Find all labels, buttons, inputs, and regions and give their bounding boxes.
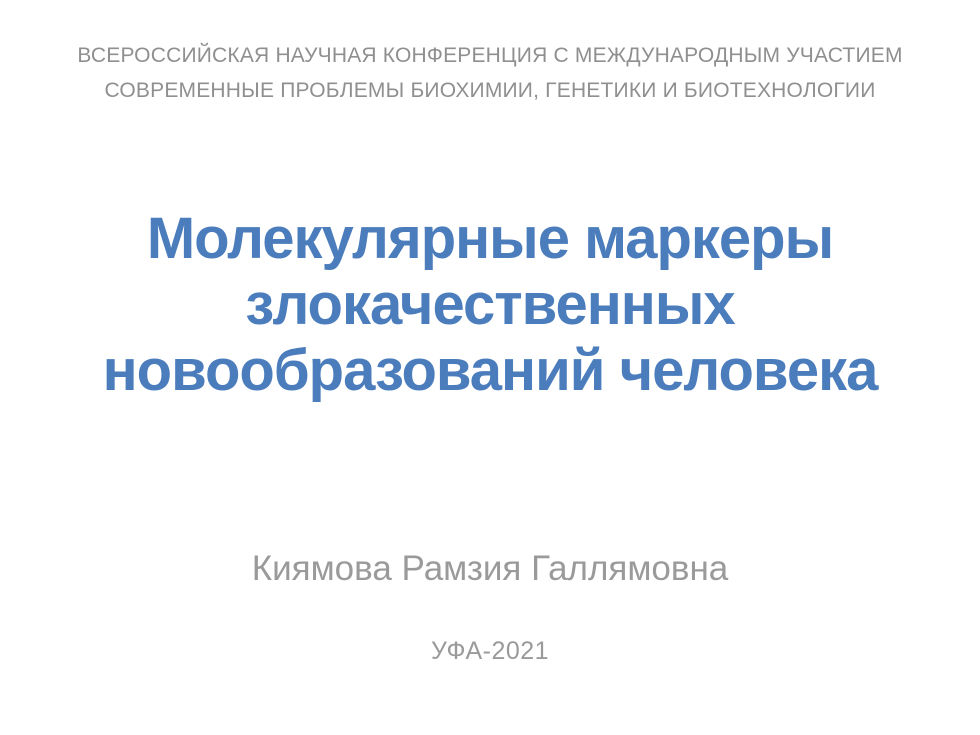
conference-header-line-2: СОВРЕМЕННЫЕ ПРОБЛЕМЫ БИОХИМИИ, ГЕНЕТИКИ И БИОТЕХНОЛОГИИ [104, 79, 876, 102]
place-year: УФА-2021 [430, 637, 550, 665]
conference-header-line-1: ВСЕРОССИЙСКАЯ НАУЧНАЯ КОНФЕРЕНЦИЯ С МЕЖДУНАРОДНЫМ УЧАСТИЕМ [77, 44, 903, 67]
slide-title-line-3: новообразований человека [102, 338, 878, 403]
conference-header [0, 38, 980, 108]
slide-title-line-1: Молекулярные маркеры [146, 206, 834, 271]
author-name: Киямова Рамзия Галлямовна [251, 549, 729, 588]
slide-title-line-2: злокачественных [245, 272, 735, 337]
slide-title [0, 206, 980, 404]
